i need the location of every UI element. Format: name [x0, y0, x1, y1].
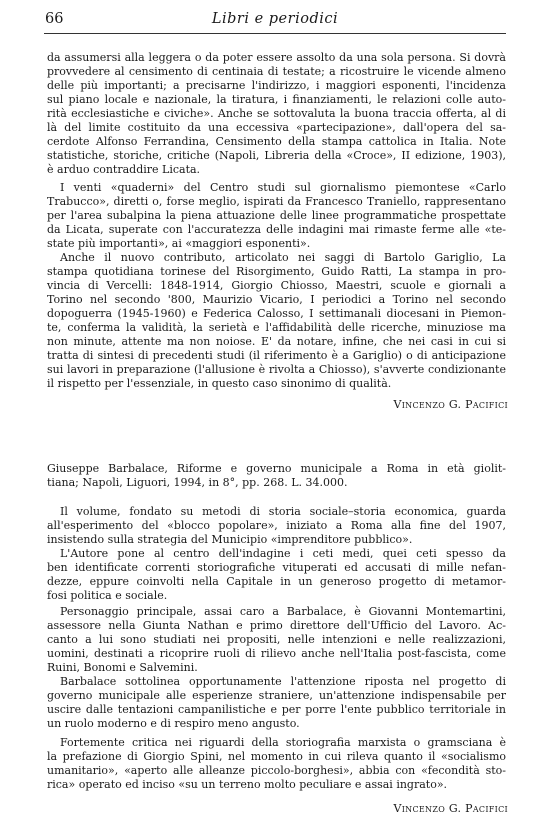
text-line: per l'area subalpina la piena attuazione delle linee programmatiche prospettate: [47, 209, 506, 222]
text-line: canto a lui sono studiati nei propositi, nelle intenzioni e nelle realizzazioni,: [47, 633, 506, 646]
text-line: cerdote Alfonso Ferrandina, Censimento della stampa cattolica in Italia. Note: [47, 135, 506, 148]
text-line: è arduo contraddire Licata.: [47, 163, 201, 176]
text-line: rica» operato ed inciso «su un terreno molto peculiare e assai ingrato».: [47, 778, 448, 791]
text-line: I venti «quaderni» del Centro studi sul giornalismo piemontese «Carlo: [60, 181, 506, 194]
text-line: un ruolo moderno e di respiro meno angusto.: [47, 717, 300, 730]
text-line: il rispetto per l'essenziale, in questo caso sinonimo di qualità.: [47, 377, 392, 390]
text-line: Personaggio principale, assai caro a Barbalace, è Giovanni Montemartini,: [60, 605, 506, 618]
text-line: fosi politica e sociale.: [47, 589, 168, 602]
text-line: da Licata, superate con l'accuratezza delle indagini mai rimaste ferme alle «te-: [47, 223, 506, 236]
text-line: governo municipale alle esperienze straniere, un'attenzione indispensabile per: [47, 689, 506, 702]
text-line: L'Autore pone al centro dell'indagine i ceti medi, quei ceti spesso da: [60, 547, 506, 560]
text-line: sui lavori in preparazione (l'allusione è rivolta a Chiosso), s'avverte condizionante: [47, 363, 506, 376]
text-line: Trabucco», diretti o, forse meglio, ispirati da Francesco Traniello, rappresentano: [47, 195, 506, 208]
text-line: statistiche, storiche, critiche (Napoli, Libreria della «Croce», II edizione, 1903),: [47, 149, 506, 162]
text-line: provvedere al censimento di centinaia di testate; a ricostruire le vicende almeno: [47, 65, 506, 78]
text-line: te, conferma la validità, la serietà e l'affidabilità delle ricerche, minuziose ma: [47, 321, 506, 334]
text-line: state più importanti», ai «maggiori esponenti».: [47, 237, 311, 250]
text-line: dopoguerra (1945-1960) e Federica Calosso, I settimanali diocesani in Piemon-: [47, 307, 506, 320]
text-line: da assumersi alla leggera o da poter essere assolto da una sola persona. Si dovrà: [47, 51, 506, 64]
text-line: uscire dalle tentazioni campanilistiche e per porre l'ente pubblico territoriale in: [47, 703, 506, 716]
text-line: stampa quotidiana torinese del Risorgimento, Guido Ratti, La stampa in pro-: [47, 265, 506, 278]
text-line: all'esperimento del «blocco popolare», iniziato a Roma alla fine del 1907,: [47, 519, 506, 532]
text-line: rità ecclesiastiche e civiche». Anche se sottovaluta la buona traccia offerta, al di: [47, 107, 506, 120]
page-number: 66: [45, 11, 64, 27]
text-line: umanitario», «aperto alle alleanze piccolo-borghesi», abbia con «fecondità sto-: [47, 764, 506, 777]
running-title: Libri e periodici: [211, 11, 339, 27]
text-line: là del limite costituito da una eccessiva «partecipazione», dall'opera del sa-: [47, 121, 506, 134]
text-line: ben identificate correnti storiografiche vituperati ed accusati di mille nefan-: [47, 561, 506, 574]
review-2-signature: Vincenzo G. Pacifici: [393, 802, 508, 815]
citation-line: Giuseppe Barbalace, Riforme e governo municipale a Roma in età giolit-: [47, 462, 506, 475]
text-line: vincia di Vercelli: 1848-1914, Giorgio Chiosso, Maestri, scuole e giornali a: [47, 279, 506, 292]
text-line: dezze, eppure coinvolti nella Capitale in un generoso progetto di metamor-: [47, 575, 506, 588]
text-line: Ruini, Bonomi e Salvemini.: [47, 661, 198, 674]
text-line: insistendo sulla strategia del Municipio «imprenditore pubblico».: [47, 533, 413, 546]
text-line: non minute, attente ma non noiose. E' da notare, infine, che nei casi in cui si: [47, 335, 506, 348]
text-line: la prefazione di Giorgio Spini, nel momento in cui rileva quanto il «socialismo: [47, 750, 506, 763]
text-line: Fortemente critica nei riguardi della storiografia marxista o gramsciana è: [60, 736, 506, 749]
text-line: uomini, destinati a ricoprire ruoli di rilievo anche nell'Italia post-fascista, come: [47, 647, 506, 660]
review-1-signature: Vincenzo G. Pacifici: [393, 398, 508, 411]
text-line: delle più importanti; a precisarne l'indirizzo, i maggiori esponenti, l'incidenza: [47, 79, 506, 92]
text-line: sul piano locale e nazionale, la tiratura, i finanziamenti, le relazioni colle auto-: [47, 93, 506, 106]
text-line: assessore nella Giunta Nathan e primo direttore dell'Ufficio del Lavoro. Ac-: [47, 619, 506, 632]
text-line: Il volume, fondato su metodi di storia sociale–storia economica, guarda: [60, 505, 506, 518]
header-rule: [44, 33, 506, 34]
text-line: tratta di sintesi di precedenti studi (il riferimento è a Gariglio) o di anticipazione: [47, 349, 506, 362]
text-line: Anche il nuovo contributo, articolato nei saggi di Bartolo Gariglio, La: [60, 251, 506, 264]
citation-line: tiana; Napoli, Liguori, 1994, in 8°, pp. 268. L. 34.000.: [47, 476, 348, 489]
text-line: Torino nel secondo '800, Maurizio Vicario, I periodici a Torino nel secondo: [47, 293, 506, 306]
text-line: Barbalace sottolinea opportunamente l'attenzione riposta nel progetto di: [60, 675, 506, 688]
